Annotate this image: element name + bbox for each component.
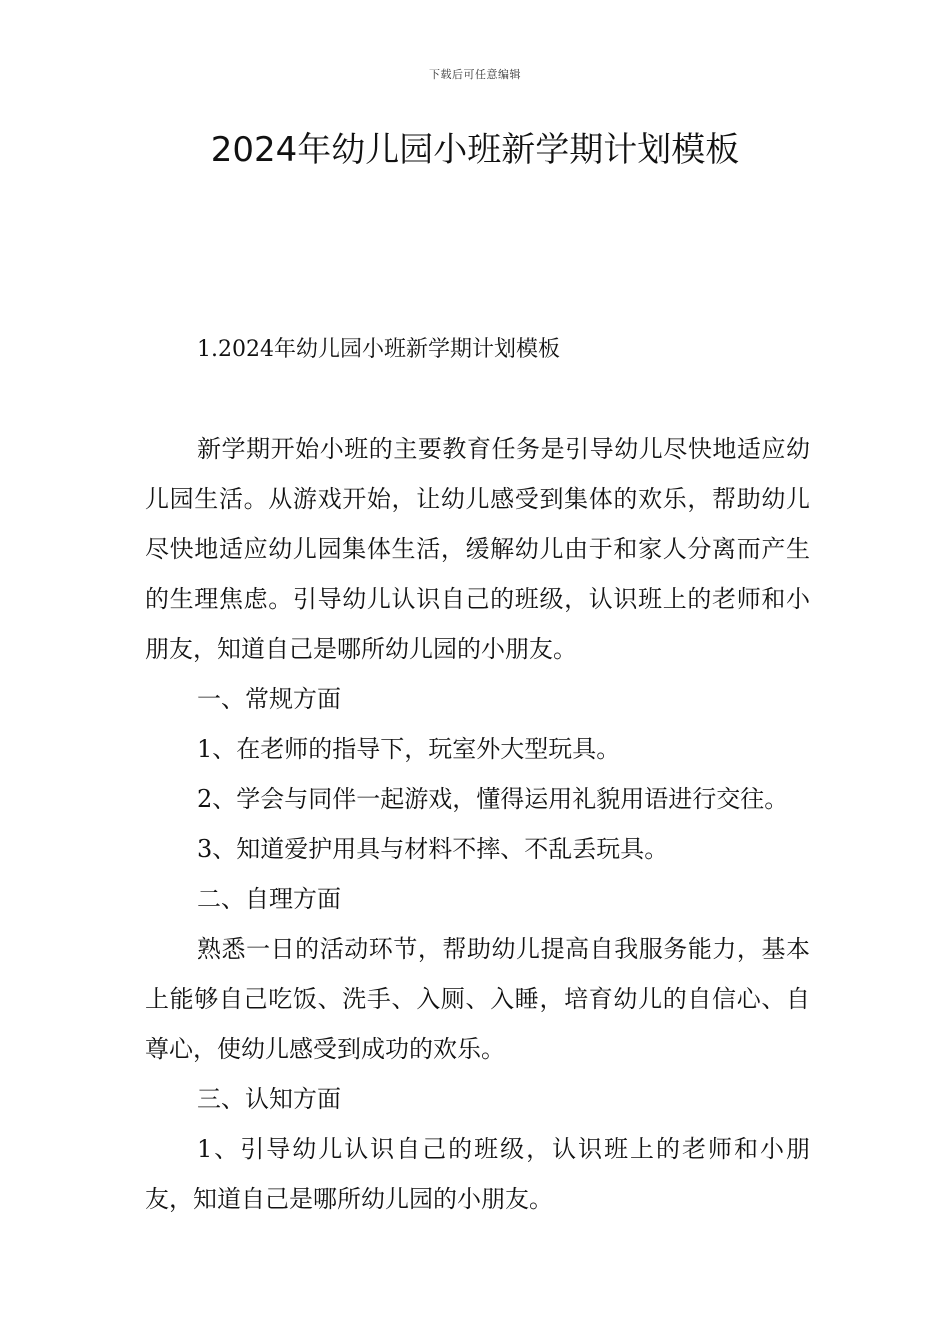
heading-routine: 一、常规方面 (197, 685, 341, 713)
self-care-paragraph: 熟悉一日的活动环节，帮助幼儿提高自我服务能力，基本上能够自己吃饭、洗手、入厕、入睡，培育幼儿的自信心、自尊心，使幼儿感受到成功的欢乐。 (145, 935, 810, 1063)
heading-cognition: 三、认知方面 (197, 1085, 341, 1113)
routine-item-2: 2、学会与同伴一起游戏，懂得运用礼貌用语进行交往。 (197, 785, 789, 813)
section-title: 1.2024年幼儿园小班新学期计划模板 (197, 337, 560, 362)
heading-self-care: 二、自理方面 (197, 885, 341, 913)
routine-item-3: 3、知道爱护用具与材料不摔、不乱丢玩具。 (197, 835, 669, 863)
header-note: 下载后可任意编辑 (429, 68, 521, 81)
intro-paragraph: 新学期开始小班的主要教育任务是引导幼儿尽快地适应幼儿园生活。从游戏开始，让幼儿感受到集体的欢乐，帮助幼儿尽快地适应幼儿园集体生活，缓解幼儿由于和家人分离而产生的生理焦虑。引导幼儿认识自己的班级，认识班上的老师和小朋友，知道自己是哪所幼儿园的小朋友。 (145, 435, 810, 663)
document-title: 2024年幼儿园小班新学期计划模板 (210, 130, 740, 170)
routine-item-1: 1、在老师的指导下，玩室外大型玩具。 (197, 735, 621, 763)
cognition-item-1: 1、引导幼儿认识自己的班级，认识班上的老师和小朋友，知道自己是哪所幼儿园的小朋友。 (145, 1135, 810, 1213)
document-body (145, 330, 810, 1224)
